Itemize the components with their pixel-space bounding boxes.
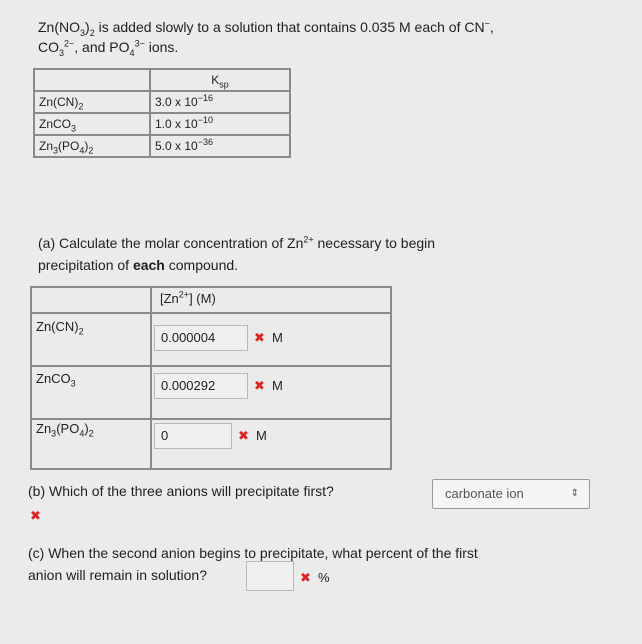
ksp-value: 5.0 x $10^{-36}$ — [150, 135, 290, 157]
part-b-selected-value: carbonate ion — [445, 486, 524, 501]
part-b-question: (b) Which of the three anions will precipitate first? — [28, 483, 334, 499]
unit-label: M — [272, 378, 283, 393]
ksp-value: 3.0 x $10^{-16}$ — [150, 91, 290, 113]
part-c-percent-input[interactable] — [246, 561, 294, 591]
ksp-compound: $Zn(CN)_2$ — [34, 91, 150, 113]
ksp-compound: ZnCO$_3$ — [34, 113, 150, 135]
wrong-mark-icon: ✖ — [254, 378, 265, 393]
part-c-line-1: (c) When the second anion begins to precipitate, what percent of the first — [28, 545, 478, 561]
part-a-compound: $Zn_3(PO_4)_2$ — [36, 421, 94, 439]
wrong-mark-icon: ✖ — [30, 508, 41, 523]
ksp-compound: $Zn_3(PO_4)_2$ — [34, 135, 150, 157]
znco3-answer-input[interactable]: 0.000292 — [154, 373, 248, 399]
part-a-compound: $Zn(CN)_2$ — [36, 319, 84, 337]
wrong-mark-icon: ✖ — [238, 428, 249, 443]
unit-label: M — [272, 330, 283, 345]
percent-unit-label: % — [318, 570, 330, 585]
intro-line-2: $CO_3^{2-}$, and $PO_4^{3-}$ ions. — [38, 38, 179, 58]
ksp-table — [33, 68, 291, 158]
zn-cn2-answer-input[interactable]: 0.000004 — [154, 325, 248, 351]
part-a-compound: ZnCO$_3$ — [36, 371, 76, 389]
ksp-header: $K_{sp}$ — [150, 69, 290, 91]
part-a-line-2: precipitation of each compound. — [38, 257, 239, 273]
part-a-line-1: (a) Calculate the molar concentration of $Zn^{2+}$ necessary to begin — [38, 234, 436, 251]
part-b-anion-select[interactable] — [432, 479, 590, 509]
part-a-header: $[Zn^{2+}]$ (M) — [160, 289, 216, 306]
zn3po42-answer-input[interactable]: 0 — [154, 423, 232, 449]
wrong-mark-icon: ✖ — [254, 330, 265, 345]
wrong-mark-icon: ✖ — [300, 570, 311, 585]
select-arrows-icon: ⇕ — [570, 488, 579, 499]
part-c-line-2: anion will remain in solution? — [28, 567, 207, 583]
unit-label: M — [256, 428, 267, 443]
intro-line-1: $Zn(NO_3)_2$ is added slowly to a solution that contains 0.035 M each of CN−, — [38, 18, 494, 38]
ksp-value: 1.0 x $10^{-10}$ — [150, 113, 290, 135]
